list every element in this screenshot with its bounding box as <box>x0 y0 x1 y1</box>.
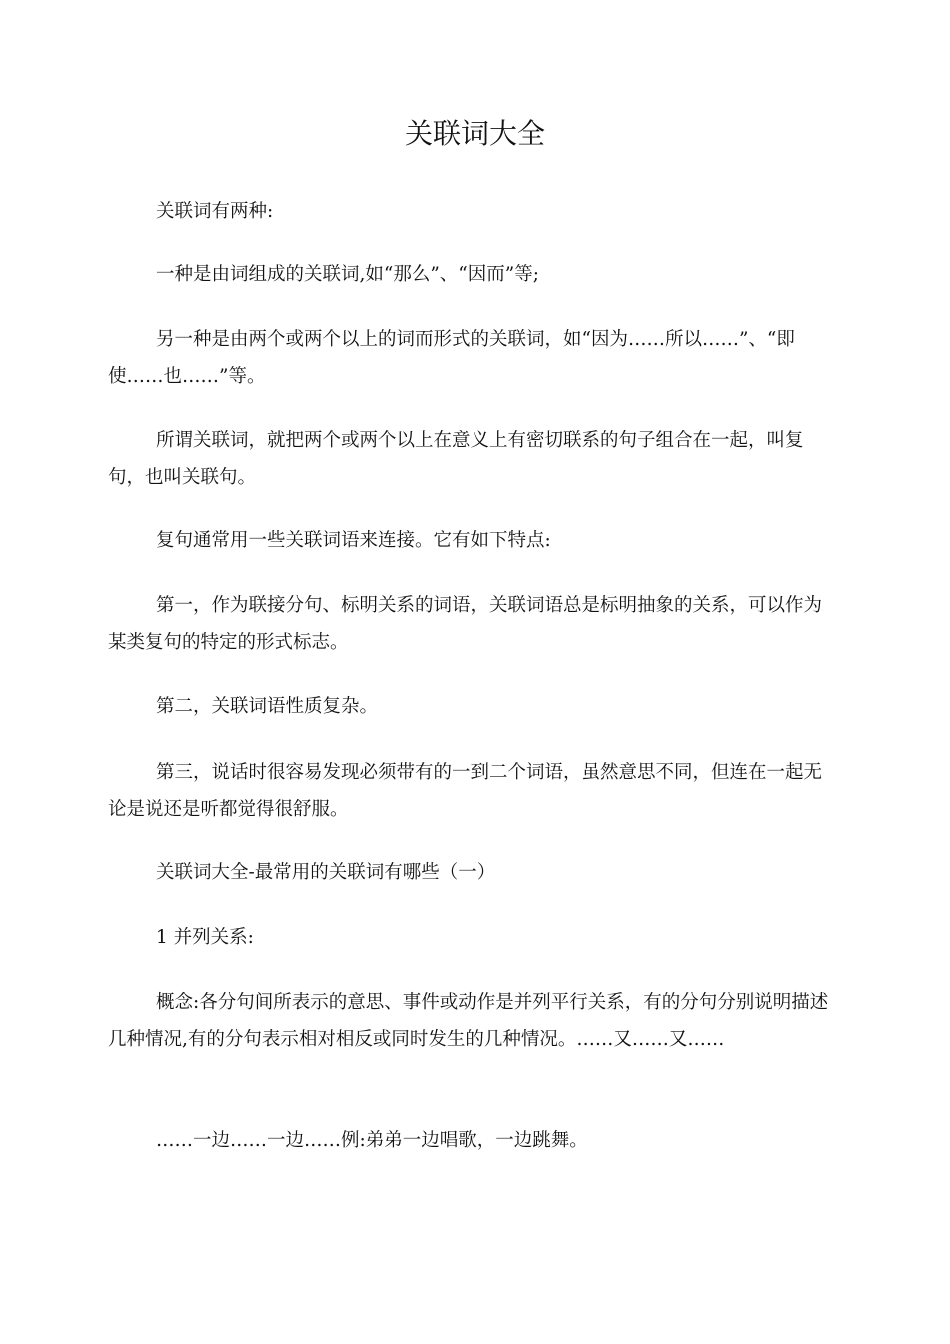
paragraph-intro: 关联词有两种: <box>156 201 274 222</box>
paragraph-concept: 概念:各分句间所表示的意思、事件或动作是并列平行关系，有的分句分别说明描述几种情况,有的分句表示相对相反或同时发生的几种情况。……又……又…… <box>108 992 829 1050</box>
paragraph-feature-three: 第三，说话时很容易发现必须带有的一到二个词语，虽然意思不同，但连在一起无论是说还是听都觉得很舒服。 <box>108 762 823 820</box>
paragraph-feature-two: 第二，关联词语性质复杂。 <box>156 696 379 717</box>
paragraph-feature-one: 第一，作为联接分句、标明关系的词语，关联词语总是标明抽象的关系，可以作为某类复句的特定的形式标志。 <box>108 595 823 653</box>
section-heading: 关联词大全-最常用的关联词有哪些（一） <box>156 862 496 883</box>
document-title: 关联词大全 <box>404 117 545 150</box>
paragraph-type-one: 一种是由词组成的关联词,如“那么”、“因而”等; <box>156 264 539 285</box>
paragraph-type-two: 另一种是由两个或两个以上的词而形式的关联词，如“因为……所以……”、“即使……也……”等。 <box>108 329 795 387</box>
subsection-heading: 1 并列关系: <box>156 927 254 948</box>
paragraph-example: ……一边……一边……例:弟弟一边唱歌，一边跳舞。 <box>156 1130 588 1151</box>
paragraph-features-intro: 复句通常用一些关联词语来连接。它有如下特点: <box>156 530 551 551</box>
paragraph-definition: 所谓关联词，就把两个或两个以上在意义上有密切联系的句子组合在一起，叫复句，也叫关联句。 <box>108 430 804 488</box>
